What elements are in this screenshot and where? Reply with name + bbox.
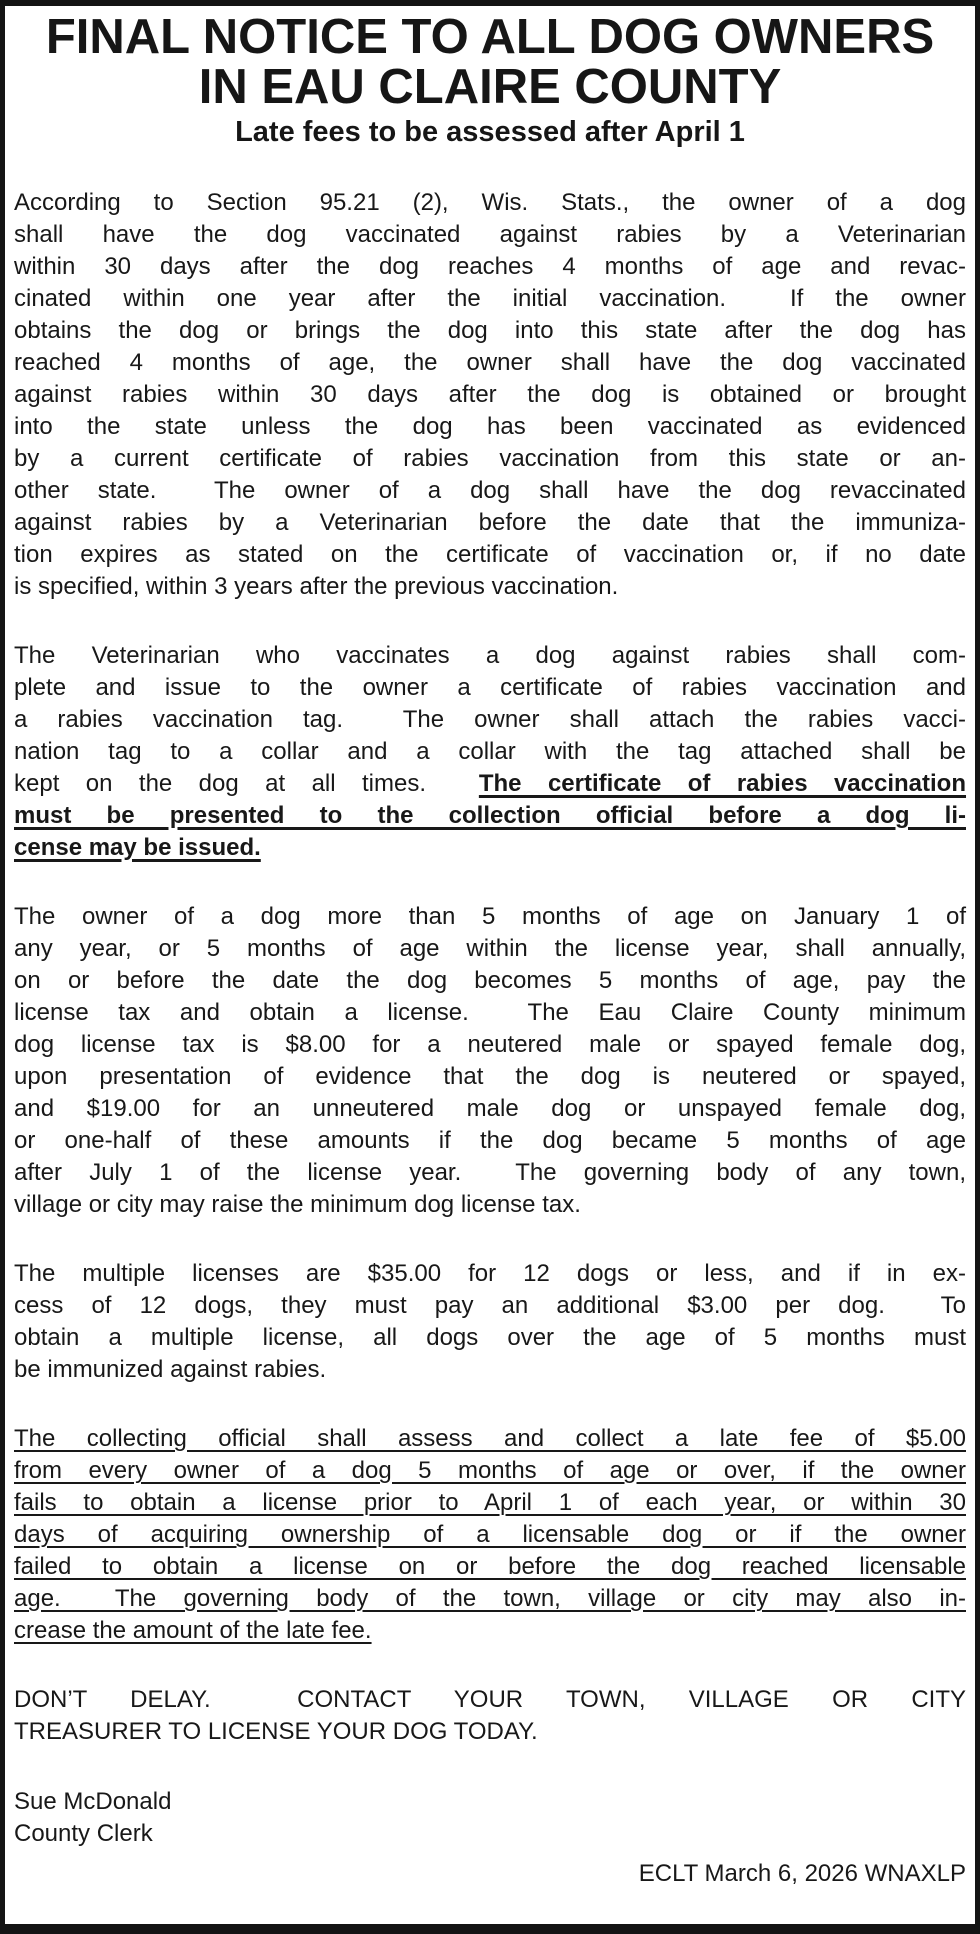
text-line	[14, 1716, 966, 1748]
text-segment: reached 4 months of age, the owner shall have the dog vaccinated	[14, 349, 966, 376]
text-line	[14, 1354, 966, 1386]
text-line	[14, 736, 966, 768]
text-segment: or one-half of these amounts if the dog became 5 months of age	[14, 1127, 966, 1154]
text-segment: is specified, within 3 years after the previous vaccination.	[14, 573, 619, 600]
text-line	[14, 1189, 966, 1221]
text-segment: crease the amount of the late fee.	[14, 1617, 372, 1644]
text-segment: The certificate of rabies vaccination	[478, 770, 967, 797]
text-segment: against rabies by a Veterinarian before the date that the immuniza-	[14, 509, 966, 536]
text-line	[14, 768, 966, 800]
text-line	[14, 1125, 966, 1157]
text-segment: by a current certificate of rabies vaccination from this state or an-	[14, 445, 966, 472]
text-segment: within 30 days after the dog reaches 4 months of age and revac-	[14, 253, 966, 280]
text-line	[14, 283, 966, 315]
text-line	[14, 187, 966, 219]
text-segment: license tax and obtain a license. The Eau Claire County minimum	[14, 999, 966, 1026]
text-line	[14, 1061, 966, 1093]
paragraph	[14, 1423, 966, 1647]
text-segment: kept on the dog at all times.	[14, 770, 479, 797]
text-segment: on or before the date the dog becomes 5 months of age, pay the	[14, 967, 966, 994]
text-line	[14, 1423, 966, 1455]
text-segment: plete and issue to the owner a certificate of rabies vaccination and	[14, 674, 966, 701]
notice-subtitle: Late fees to be assessed after April 1	[235, 116, 745, 148]
text-segment: into the state unless the dog has been vaccinated as evidenced	[14, 413, 966, 440]
publication-line: ECLT March 6, 2026 WNAXLP	[638, 1860, 966, 1887]
signature-title: County Clerk	[14, 1820, 153, 1847]
text-segment: village or city may raise the minimum dog license tax.	[14, 1191, 581, 1218]
text-line	[14, 965, 966, 997]
text-line	[14, 539, 966, 571]
text-line	[14, 1684, 966, 1716]
text-segment: after July 1 of the license year. The governing body of any town,	[14, 1159, 966, 1186]
text-line	[14, 1093, 966, 1125]
paragraph	[14, 640, 966, 864]
text-segment: must be presented to the collection official before a dog li-	[14, 802, 966, 829]
text-segment: age. The governing body of the town, village or city may also in-	[14, 1585, 966, 1612]
text-line	[14, 219, 966, 251]
text-line	[14, 1487, 966, 1519]
text-line	[14, 347, 966, 379]
text-line	[14, 1583, 966, 1615]
text-line	[14, 507, 966, 539]
notice-title-line2: IN EAU CLAIRE COUNTY	[198, 60, 782, 114]
text-line	[14, 1615, 966, 1647]
text-line	[14, 443, 966, 475]
text-line	[14, 1551, 966, 1583]
text-segment: According to Section 95.21 (2), Wis. Stats., the owner of a dog	[14, 189, 966, 216]
text-segment: DON’T DELAY. CONTACT YOUR TOWN, VILLAGE OR CITY	[14, 1686, 966, 1713]
text-line	[14, 1322, 966, 1354]
text-line	[14, 475, 966, 507]
text-segment: cess of 12 dogs, they must pay an additional $3.00 per dog. To	[14, 1292, 966, 1319]
text-line	[14, 1157, 966, 1189]
text-segment: dog license tax is $8.00 for a neutered male or spayed female dog,	[14, 1031, 966, 1058]
text-line	[14, 997, 966, 1029]
notice-body	[14, 187, 966, 1748]
text-segment: any year, or 5 months of age within the license year, shall annually,	[14, 935, 966, 962]
text-line	[14, 933, 966, 965]
text-segment: upon presentation of evidence that the dog is neutered or spayed,	[14, 1063, 966, 1090]
signature-name: Sue McDonald	[14, 1788, 172, 1815]
text-segment: failed to obtain a license on or before the dog reached licensable	[14, 1553, 966, 1580]
text-segment: The collecting official shall assess and collect a late fee of $5.00	[14, 1425, 966, 1452]
text-segment: TREASURER TO LICENSE YOUR DOG TODAY.	[14, 1718, 538, 1745]
text-line	[14, 640, 966, 672]
text-segment: be immunized against rabies.	[14, 1356, 327, 1383]
text-segment: cinated within one year after the initial vaccination. If the owner	[14, 285, 966, 312]
text-segment: obtains the dog or brings the dog into this state after the dog has	[14, 317, 966, 344]
text-segment: fails to obtain a license prior to April 1 of each year, or within 30	[14, 1489, 966, 1516]
text-line	[14, 704, 966, 736]
text-line	[14, 411, 966, 443]
text-line	[14, 800, 966, 832]
notice-header	[14, 12, 966, 150]
text-segment: a rabies vaccination tag. The owner shall attach the rabies vacci-	[14, 706, 966, 733]
text-segment: The owner of a dog more than 5 months of age on January 1 of	[14, 903, 966, 930]
text-segment: The Veterinarian who vaccinates a dog against rabies shall com-	[14, 642, 966, 669]
text-line	[14, 672, 966, 704]
text-segment: shall have the dog vaccinated against rabies by a Veterinarian	[14, 221, 966, 248]
text-segment: nation tag to a collar and a collar with the tag attached shall be	[14, 738, 966, 765]
text-segment: other state. The owner of a dog shall have the dog revaccinated	[14, 477, 966, 504]
paragraph	[14, 1684, 966, 1748]
text-line	[14, 1258, 966, 1290]
text-line	[14, 832, 966, 864]
text-segment: obtain a multiple license, all dogs over the age of 5 months must	[14, 1324, 966, 1351]
notice-title-line1: FINAL NOTICE TO ALL DOG OWNERS	[45, 10, 935, 64]
paragraph	[14, 901, 966, 1221]
text-line	[14, 1290, 966, 1322]
text-segment: and $19.00 for an unneutered male dog or unspayed female dog,	[14, 1095, 966, 1122]
text-line	[14, 251, 966, 283]
text-segment: The multiple licenses are $35.00 for 12 dogs or less, and if in ex-	[14, 1260, 966, 1287]
paragraph	[14, 187, 966, 603]
text-segment: tion expires as stated on the certificate of vaccination or, if no date	[14, 541, 966, 568]
text-line	[14, 315, 966, 347]
text-segment: days of acquiring ownership of a licensable dog or if the owner	[14, 1521, 966, 1548]
text-line	[14, 1519, 966, 1551]
text-segment: from every owner of a dog 5 months of age or over, if the owner	[14, 1457, 966, 1484]
text-line	[14, 901, 966, 933]
text-line	[14, 1455, 966, 1487]
text-line	[14, 1029, 966, 1061]
paragraph	[14, 1258, 966, 1386]
signature-block	[14, 1786, 966, 1850]
text-line	[14, 571, 966, 603]
text-line	[14, 379, 966, 411]
notice-title	[14, 12, 966, 112]
text-segment: against rabies within 30 days after the dog is obtained or brought	[14, 381, 966, 408]
text-segment: cense may be issued.	[14, 834, 261, 861]
